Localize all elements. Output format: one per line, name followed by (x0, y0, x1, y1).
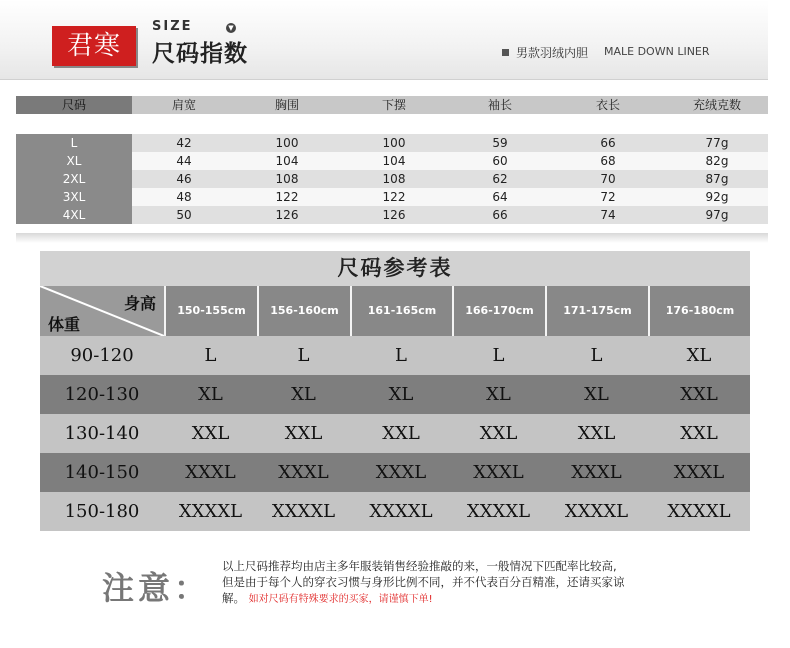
column-header: 肩宽 (171, 98, 196, 112)
reference-table-title: 尺码参考表 (40, 251, 750, 286)
size-cell: XXXXL (178, 501, 243, 522)
brand-logo: 君寒 (52, 26, 136, 66)
weight-cell: 130-140 (64, 423, 140, 444)
column-header: 下摆 (381, 98, 406, 112)
table-cell: 87g (705, 172, 729, 186)
product-name-cn: 男款羽绒内胆 (516, 46, 589, 60)
table-cell: 108 (275, 172, 299, 186)
table-cell: 3XL (16, 188, 132, 206)
size-label-cn: 尺码指数 (152, 41, 248, 67)
table-cell: 68 (600, 154, 616, 168)
notice-line: 但是由于每个人的穿衣习惯与身形比例不同，并不代表百分百精准，还请买家谅 (222, 575, 625, 589)
table-cell: 72 (600, 190, 616, 204)
table-cell: 100 (382, 136, 406, 150)
notice-line: 解。 (222, 591, 245, 605)
notice-heading: 注意： (102, 569, 211, 607)
size-label-en: SIZE (152, 19, 193, 34)
height-header: 156-160cm (257, 286, 350, 336)
table-cell: 62 (492, 172, 508, 186)
table-row (40, 453, 750, 492)
size-cell: XL (686, 345, 712, 366)
table-cell: 126 (382, 208, 406, 222)
notice-text (222, 558, 722, 608)
table-row (16, 170, 768, 188)
size-cell: XL (388, 384, 414, 405)
size-cell: XXXXL (369, 501, 433, 522)
table-shadow (16, 233, 768, 243)
height-axis-label: 身高 (123, 294, 156, 313)
size-cell: XXL (382, 423, 420, 444)
weight-axis-label: 体重 (48, 315, 81, 334)
size-cell: XXXL (375, 462, 427, 483)
table-cell: 108 (382, 172, 406, 186)
size-cell: XXXL (571, 462, 622, 483)
size-cell: XXL (191, 423, 230, 444)
size-cell: L (492, 345, 505, 366)
table-cell: XL (16, 152, 132, 170)
size-cell: XXL (680, 384, 718, 405)
notice-warning: 如对尺码有特殊要求的买家，请谨慎下单! (248, 594, 433, 605)
table-cell: 2XL (16, 170, 132, 188)
table-row (40, 492, 750, 531)
size-cell: XXXL (673, 462, 725, 483)
size-cell: XXXXL (667, 501, 731, 522)
size-cell: XXXL (278, 462, 329, 483)
size-cell: XL (584, 384, 609, 405)
size-cell: XXXL (185, 462, 236, 483)
height-header-row (40, 286, 750, 336)
table-cell: 122 (382, 190, 406, 204)
weight-cell: 150-180 (64, 501, 140, 522)
size-cell: XXL (479, 423, 518, 444)
size-cell: XXXXL (271, 501, 336, 522)
table-row (16, 206, 768, 224)
table-cell: 66 (492, 208, 508, 222)
size-cell: XXL (284, 423, 323, 444)
size-cell: XXXL (473, 462, 524, 483)
size-cell: XL (198, 384, 223, 405)
table-cell: 126 (275, 208, 299, 222)
table-cell: 82g (705, 154, 729, 168)
table-cell: L (16, 134, 132, 152)
table-cell: 70 (600, 172, 616, 186)
table-cell: 50 (176, 208, 192, 222)
size-cell: L (395, 345, 407, 366)
corner-cell (40, 286, 164, 336)
table-cell: 100 (275, 136, 299, 150)
column-header: 胸围 (274, 98, 299, 112)
size-cell: L (297, 345, 310, 366)
size-reference-table (40, 251, 750, 531)
column-header: 尺码 (16, 96, 132, 114)
table-cell: 48 (176, 190, 192, 204)
square-bullet-icon (502, 49, 509, 56)
table-cell: 74 (600, 208, 616, 222)
size-cell: XXL (577, 423, 616, 444)
height-header: 166-170cm (452, 286, 545, 336)
column-header: 袖长 (487, 98, 512, 112)
product-name-en: MALE DOWN LINER (604, 45, 710, 58)
table-row (40, 375, 750, 414)
table-cell: 44 (176, 154, 192, 168)
size-cell: XL (486, 384, 511, 405)
table-cell: 104 (275, 154, 299, 168)
height-header: 171-175cm (545, 286, 648, 336)
table-cell: 42 (176, 136, 192, 150)
table-cell: 4XL (16, 206, 132, 224)
weight-cell: 90-120 (70, 345, 134, 366)
table-cell: 77g (705, 136, 729, 150)
table-row (16, 152, 768, 170)
table-row (16, 134, 768, 152)
size-cell: XXL (680, 423, 718, 444)
size-cell: XXXXL (466, 501, 531, 522)
size-cell: L (204, 345, 217, 366)
table-cell: 66 (600, 136, 616, 150)
column-header: 衣长 (595, 98, 620, 112)
chevron-down-icon: ▼ (226, 23, 236, 33)
weight-cell: 140-150 (64, 462, 140, 483)
size-measurement-table (16, 96, 768, 224)
header (0, 0, 790, 88)
notice-line: 以上尺码推荐均由店主多年服装销售经验推敲的来，一般情况下匹配率比较高, (222, 559, 617, 573)
weight-cell: 120-130 (64, 384, 140, 405)
height-header: 150-155cm (164, 286, 257, 336)
height-header: 161-165cm (350, 286, 452, 336)
table-cell: 59 (492, 136, 508, 150)
table-cell: 46 (176, 172, 192, 186)
table-spacer (16, 114, 768, 134)
table-header-row (16, 96, 768, 114)
size-cell: XL (291, 384, 316, 405)
column-header: 充绒克数 (692, 98, 741, 112)
notice-line-last (222, 590, 722, 608)
table-cell: 122 (275, 190, 299, 204)
table-cell: 104 (382, 154, 406, 168)
table-row (40, 336, 750, 375)
table-cell: 60 (492, 154, 508, 168)
size-cell: XXXXL (564, 501, 629, 522)
table-row (40, 414, 750, 453)
height-header: 176-180cm (648, 286, 750, 336)
table-cell: 64 (492, 190, 508, 204)
table-cell: 97g (705, 208, 729, 222)
table-row (16, 188, 768, 206)
table-cell: 92g (705, 190, 729, 204)
size-cell: L (590, 345, 603, 366)
